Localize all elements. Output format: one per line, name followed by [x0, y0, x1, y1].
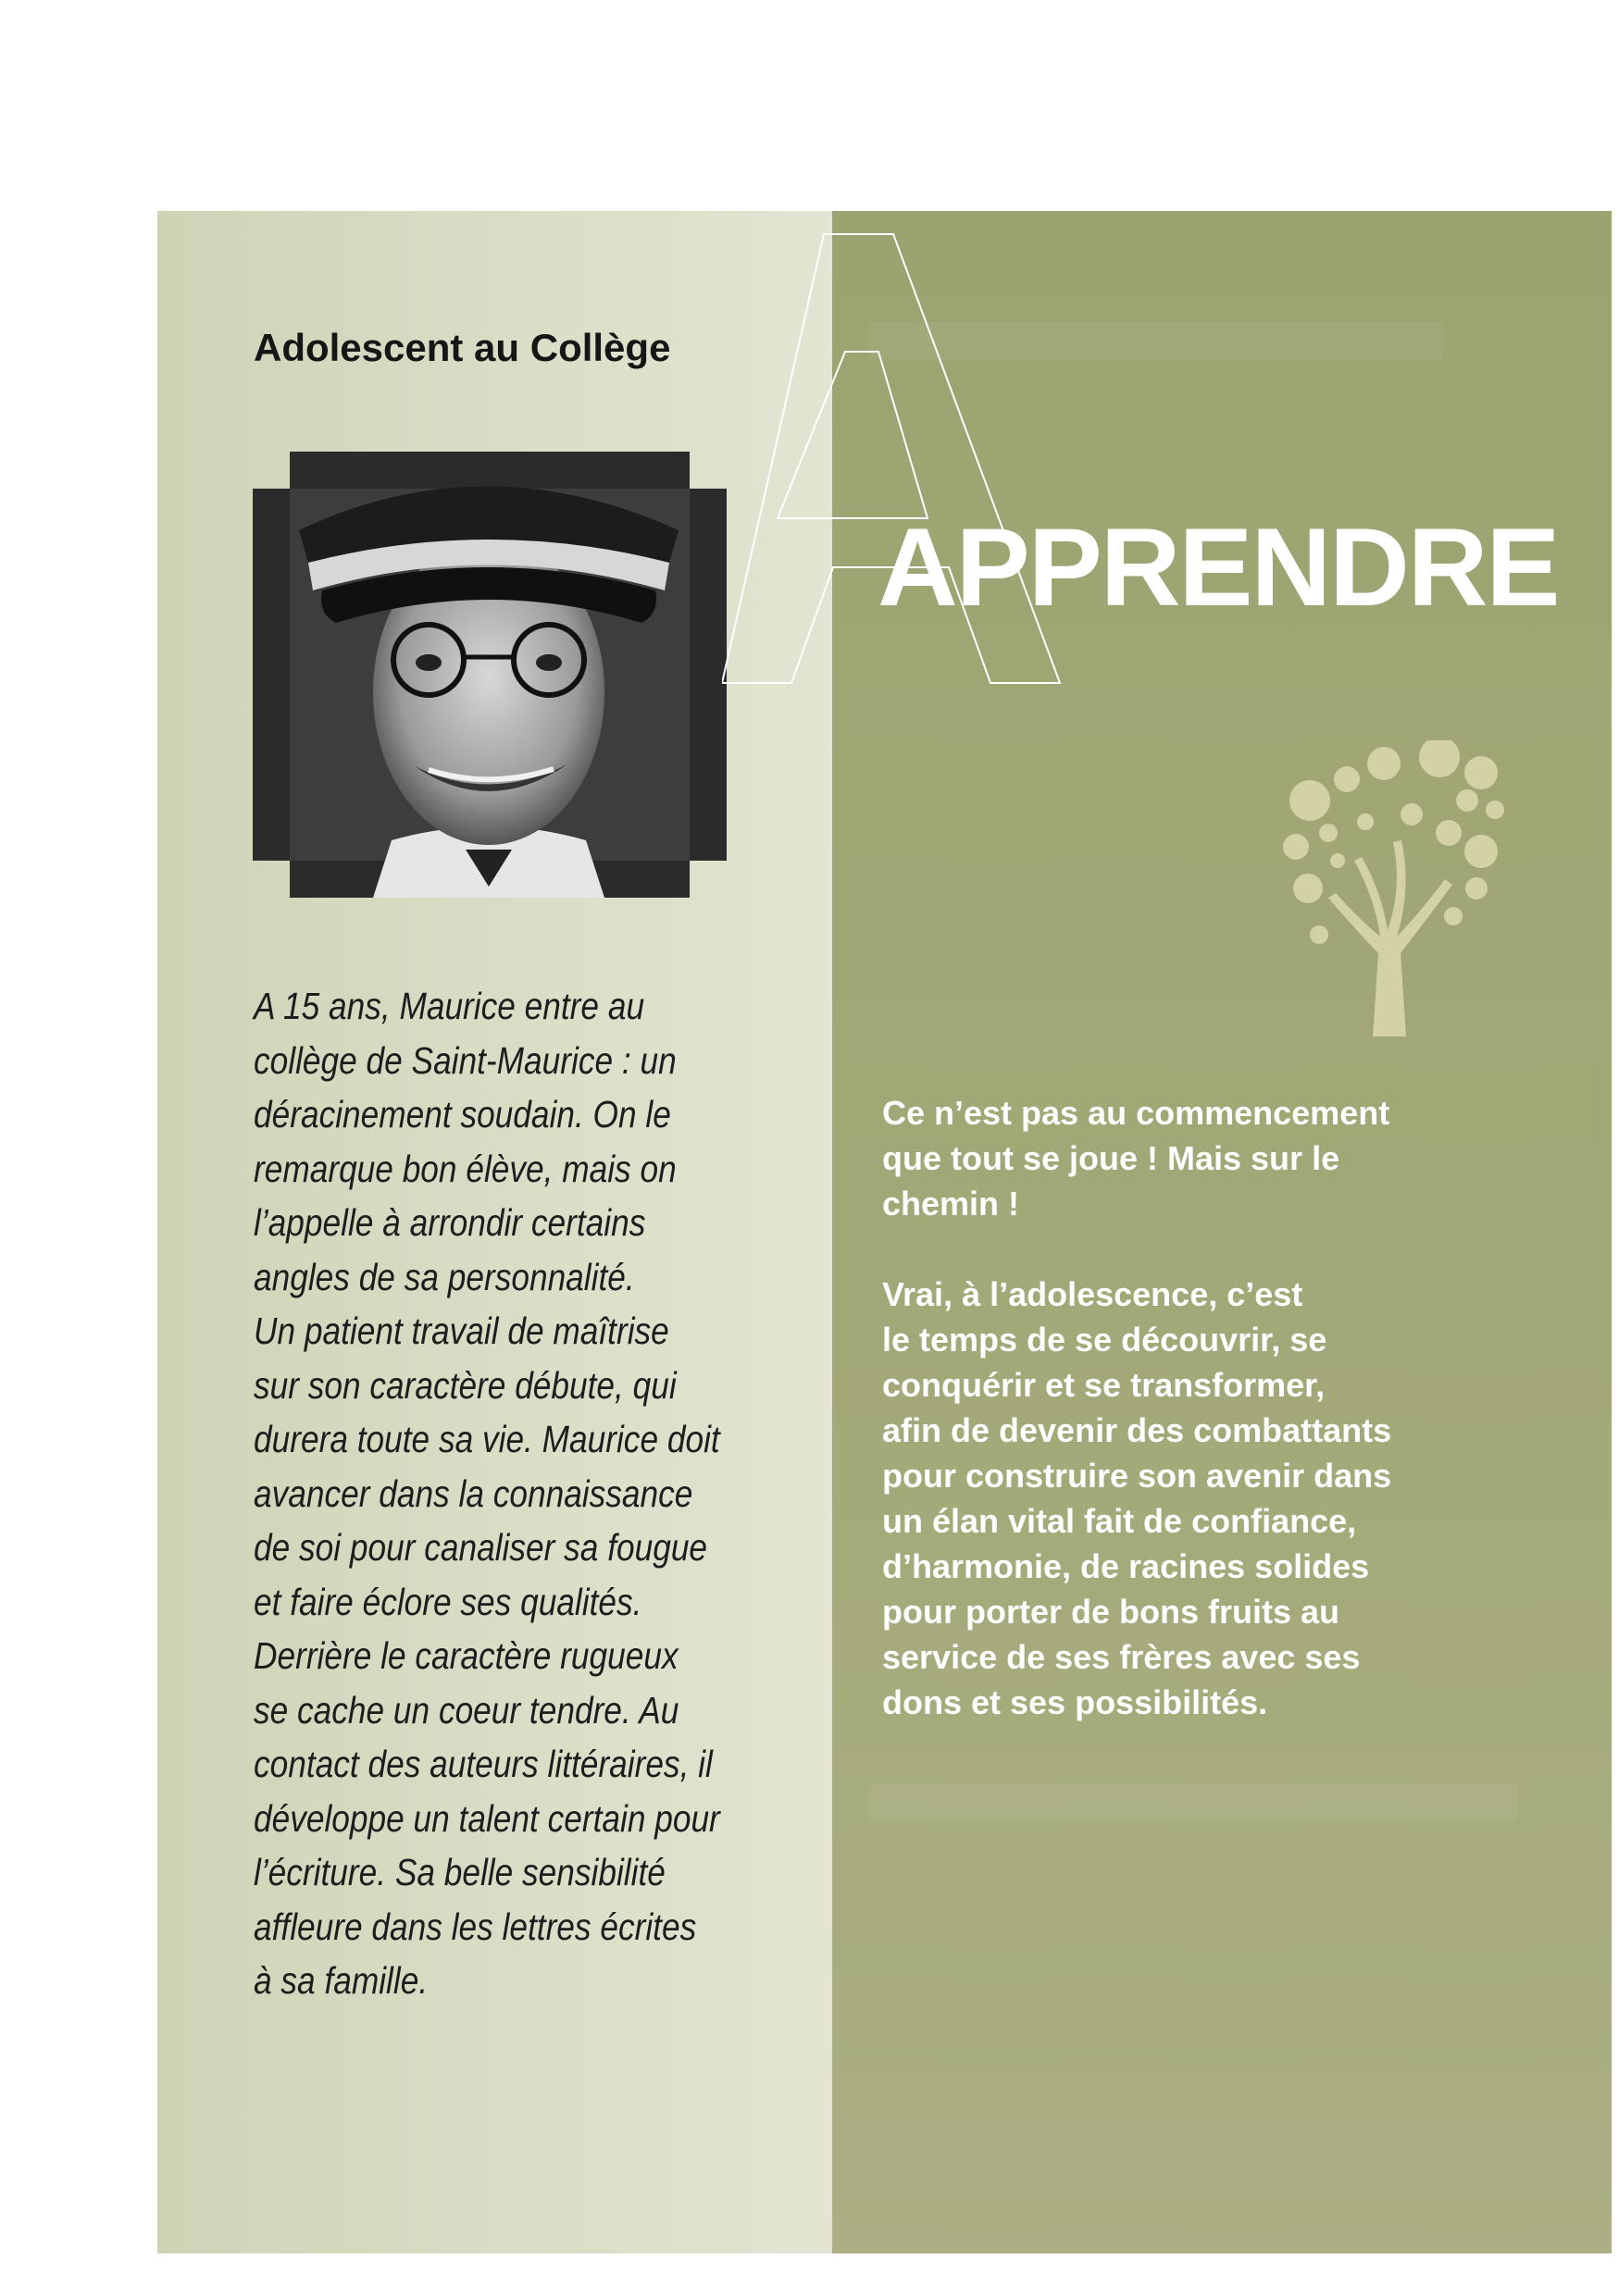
callout-line: chemin ! — [882, 1185, 1020, 1222]
biography-line: déracinement soudain. On le — [254, 1093, 671, 1136]
section-title: APPRENDRE — [878, 505, 1559, 629]
callout-text — [882, 1090, 1586, 1725]
biography-line: angles de sa personnalité. — [254, 1255, 635, 1298]
callout-line: conquérir et se transformer, — [882, 1366, 1326, 1404]
biography-line: développe un talent certain pour — [254, 1796, 720, 1840]
callout-line: le temps de se découvrir, se — [882, 1321, 1327, 1359]
biography-line: A 15 ans, Maurice entre au — [254, 985, 645, 1027]
tree-icon — [1264, 740, 1523, 1036]
callout-line: afin de devenir des combattants — [882, 1411, 1392, 1449]
biography-line: avancer dans la connaissance — [254, 1471, 693, 1515]
paragraph-spacer — [882, 1226, 1586, 1272]
callout-line: que tout se joue ! Mais sur le — [882, 1139, 1340, 1177]
biography-line: de soi pour canaliser sa fougue — [254, 1526, 708, 1569]
callout-line: dons et ses possibilités. — [882, 1683, 1268, 1721]
section-heading: Adolescent au Collège — [254, 326, 671, 369]
biography-line: à sa famille. — [254, 1959, 429, 2002]
biography-line: affleure dans les lettres écrites — [254, 1905, 697, 1948]
callout-line: pour construire son avenir dans — [882, 1457, 1392, 1495]
biography-line: et faire éclore ses qualités. — [254, 1580, 642, 1623]
biography-line: contact des auteurs littéraires, il — [254, 1743, 713, 1785]
biography-line: se cache un coeur tendre. Au — [254, 1688, 679, 1731]
portrait-photo — [253, 452, 727, 898]
big-letter-label: A — [722, 697, 723, 698]
callout-line: d’harmonie, de racines solides — [882, 1547, 1370, 1585]
biography-line: collège de Saint-Maurice : un — [254, 1038, 677, 1082]
callout-line: Ce n’est pas au commencement — [882, 1094, 1390, 1132]
biography-line: sur son caractère débute, qui — [254, 1363, 677, 1407]
callout-line: pour porter de bons fruits au — [882, 1593, 1340, 1631]
background-ghost-text — [869, 1784, 1517, 1821]
callout-line: service de ses frères avec ses — [882, 1638, 1361, 1676]
decorative-letter-a — [722, 230, 1074, 701]
callout-line: Vrai, à l’adolescence, c’est — [882, 1275, 1303, 1313]
biography-line: Un patient travail de maîtrise — [254, 1309, 669, 1352]
biography-line: l’écriture. Sa belle sensibilité — [254, 1851, 666, 1893]
biography-line: remarque bon élève, mais on — [254, 1147, 677, 1190]
callout-line: un élan vital fait de confiance, — [882, 1502, 1357, 1540]
biography-line: l’appelle à arrondir certains — [254, 1201, 646, 1244]
biography-line: durera toute sa vie. Maurice doit — [254, 1418, 720, 1460]
biography-text — [254, 979, 731, 2008]
biography-line: Derrière le caractère rugueux — [254, 1634, 679, 1677]
